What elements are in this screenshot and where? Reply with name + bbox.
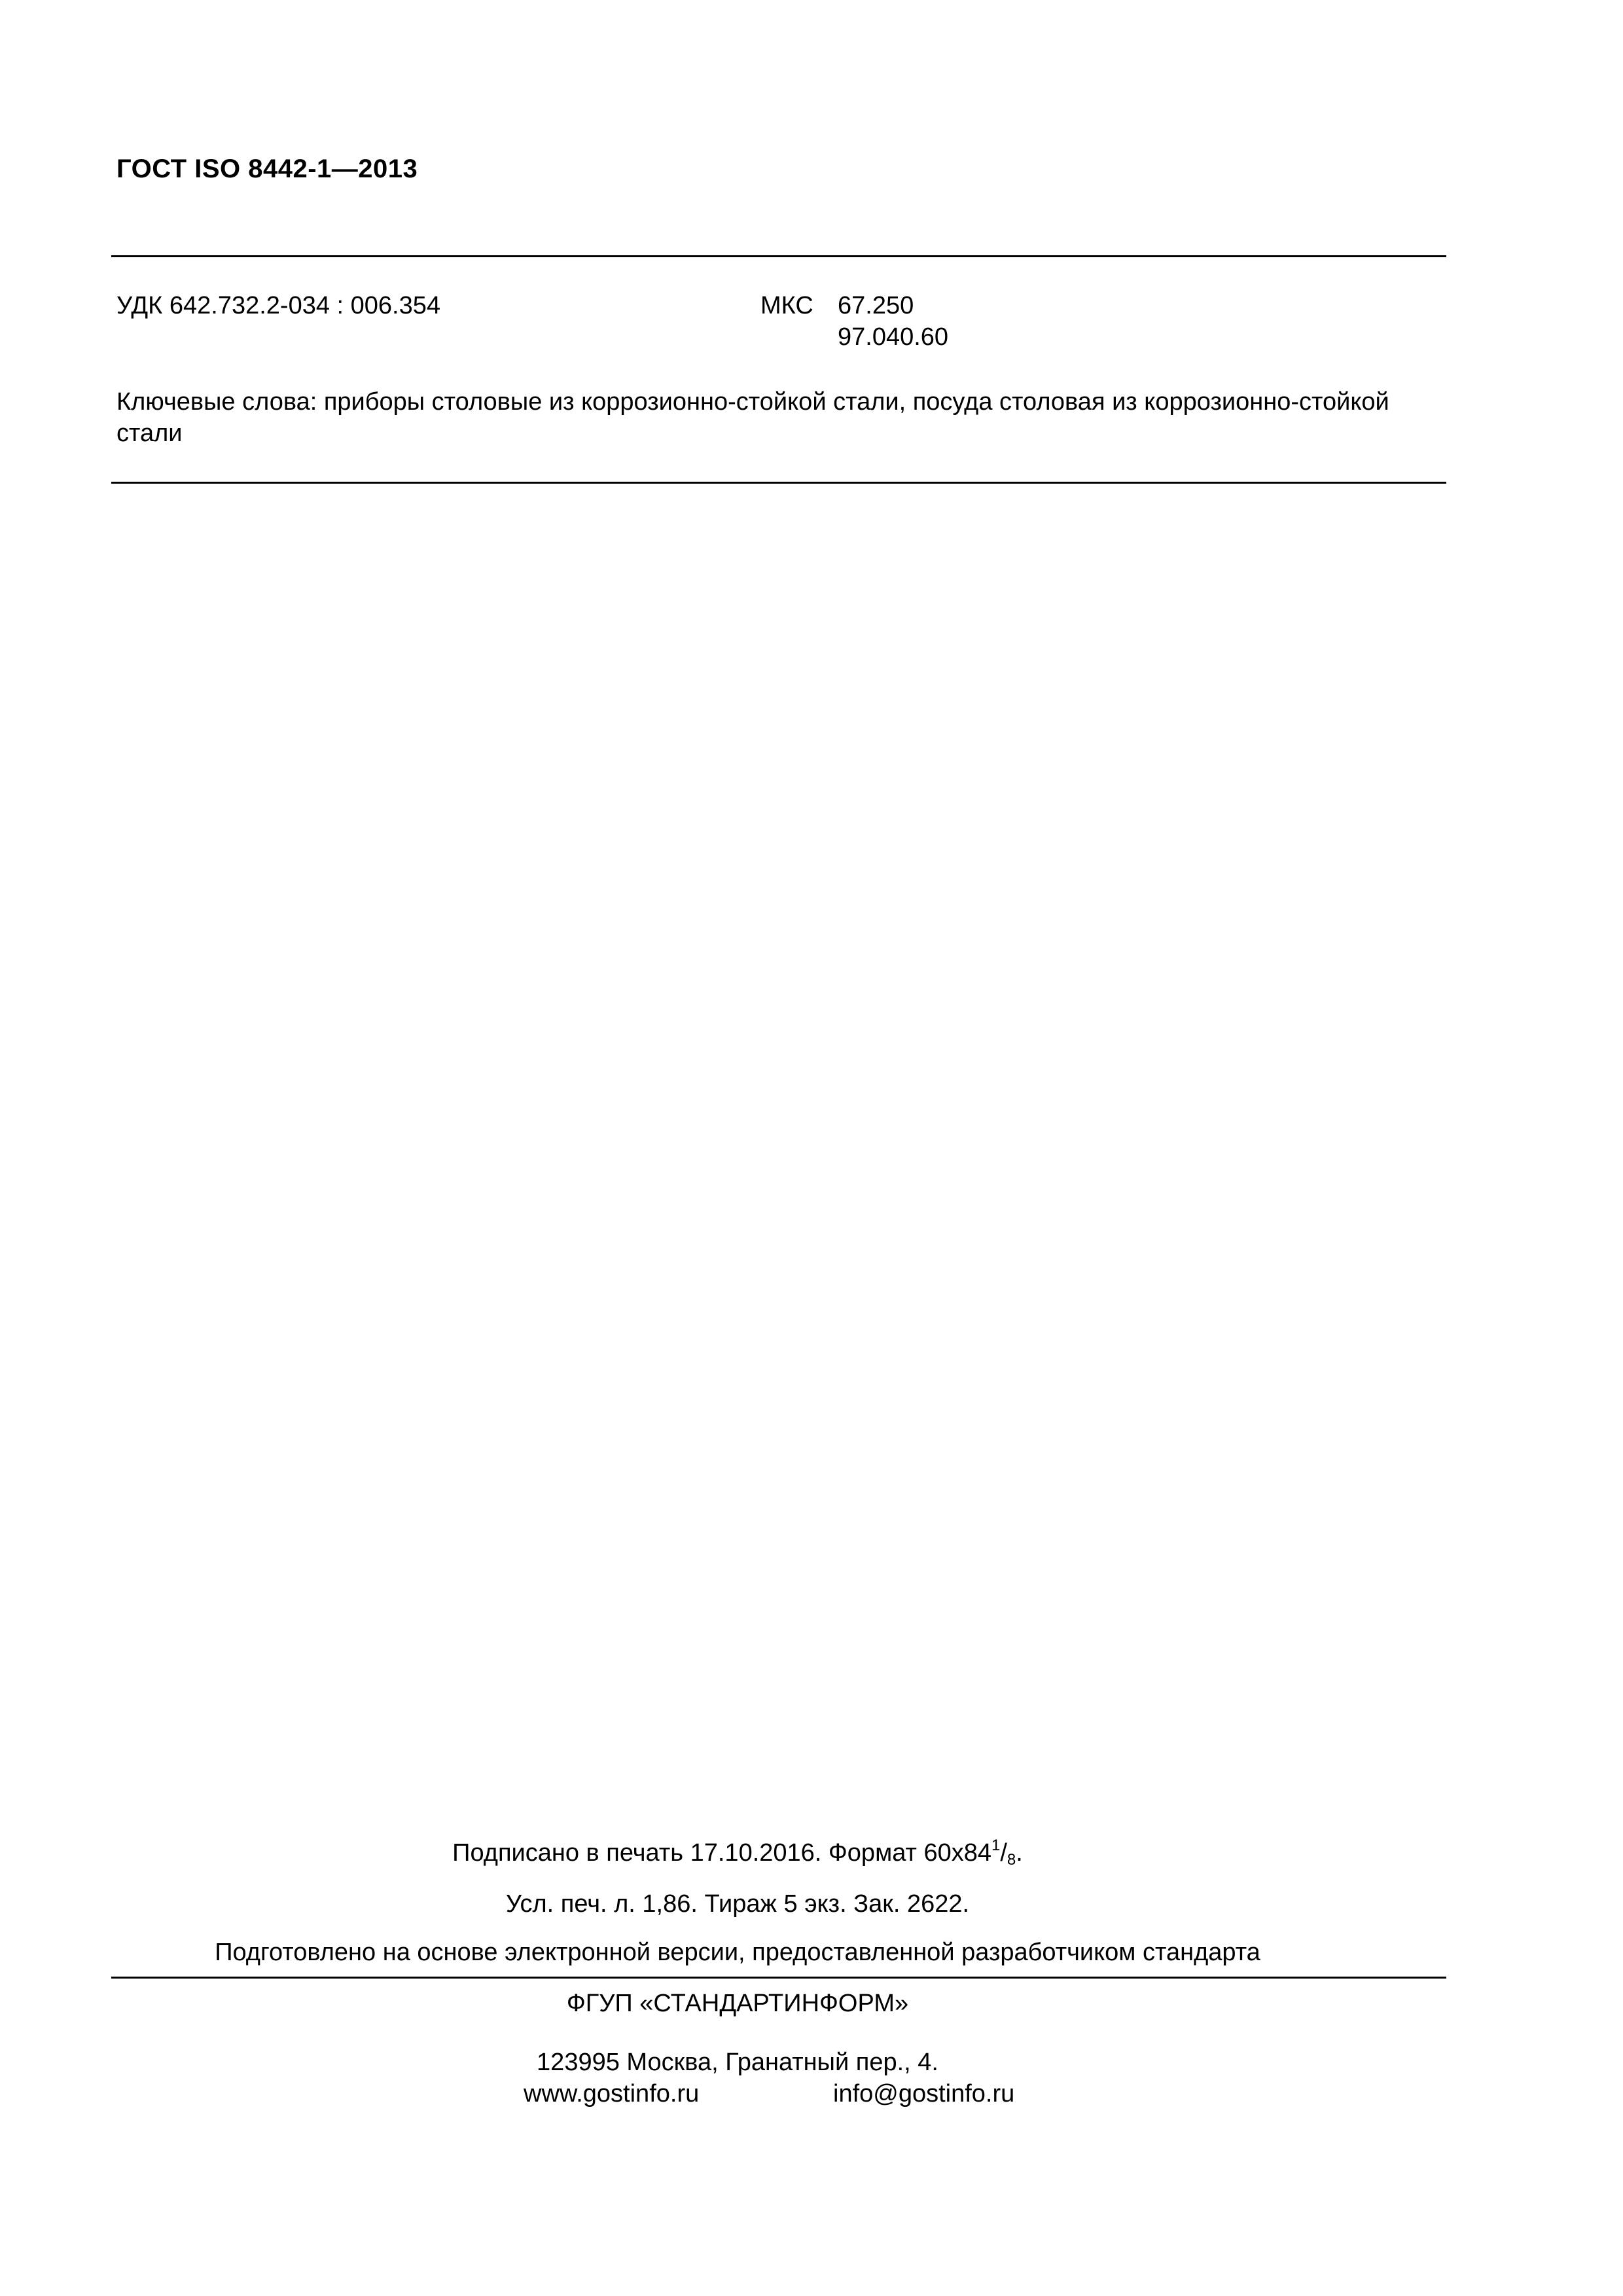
top-divider bbox=[111, 255, 1446, 257]
format-numerator: 1 bbox=[991, 1837, 1001, 1854]
document-code: ГОСТ ISO 8442-1—2013 bbox=[116, 154, 418, 183]
signed-suffix: . bbox=[1016, 1839, 1023, 1867]
mks-code-1: 67.250 bbox=[838, 292, 914, 319]
format-denominator: 8 bbox=[1007, 1851, 1016, 1869]
udk-code: УДК 642.732.2-034 : 006.354 bbox=[116, 292, 441, 319]
print-sheets-info: Усл. печ. л. 1,86. Тираж 5 экз. Зак. 2622. bbox=[505, 1890, 970, 1918]
keywords-divider bbox=[111, 482, 1446, 484]
mks-code-2: 97.040.60 bbox=[838, 323, 949, 351]
signed-for-print bbox=[0, 1839, 1475, 1867]
mks-label: МКС bbox=[760, 292, 813, 319]
keywords: Ключевые слова: приборы столовые из коррозионно-стойкой стали, посуда столовая из коррозионно-стойкой стали bbox=[116, 388, 1389, 447]
signed-text: Подписано в печать 17.10.2016. Формат 60x84 bbox=[452, 1839, 991, 1867]
publisher-name: ФГУП «СТАНДАРТИНФОРМ» bbox=[566, 1990, 909, 2017]
prepared-note: Подготовлено на основе электронной версии, предоставленной разработчиком стандарта bbox=[215, 1939, 1260, 1966]
format-separator: / bbox=[1000, 1839, 1007, 1867]
publisher-email: info@gostinfo.ru bbox=[833, 2080, 1015, 2108]
publisher-divider bbox=[111, 1977, 1446, 1979]
publisher-address: 123995 Москва, Гранатный пер., 4. bbox=[537, 2049, 938, 2076]
publisher-website: www.gostinfo.ru bbox=[524, 2080, 700, 2108]
